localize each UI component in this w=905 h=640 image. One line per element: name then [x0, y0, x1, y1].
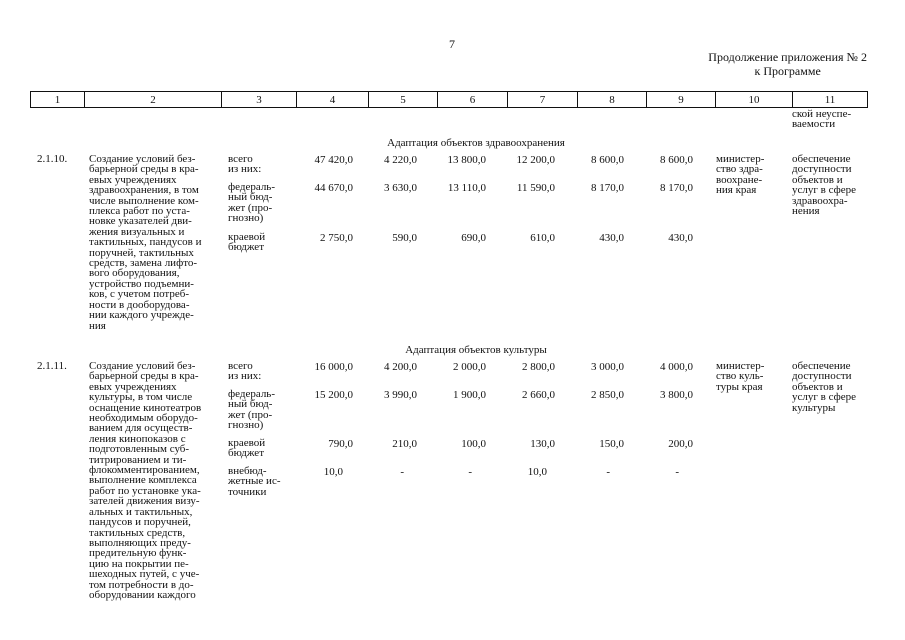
value-cell: 430,0 [668, 232, 693, 244]
column-header: 6 [438, 92, 508, 108]
funding-source: краевой бюджет [228, 231, 266, 254]
value-cell: 1 900,0 [453, 389, 486, 401]
value-cell: 10,0 [527, 466, 547, 478]
value-cell: 590,0 [392, 232, 417, 244]
value-cell: 47 420,0 [314, 154, 353, 166]
column-header-row [30, 91, 868, 108]
value-cell: 4 200,0 [384, 361, 417, 373]
column-header: 8 [578, 92, 647, 108]
value-cell: - [468, 466, 472, 478]
row-description: Создание условий без- барьерной среды в кра- евых учреждениях здравоохранения, в том числе выполнение ком- плекса работ по уста- новке указателей дви- жения визуальных и тактильных, пандусов и поручней, тактильных средств, замена лифто- вого оборудования, устройство подъемни- ков, с учетом потреб- ности в дооборудова- нии каждого учрежде- ния [89, 153, 202, 332]
continuation-line-1: Продолжение приложения № 2 [708, 50, 867, 64]
executor: министер- ство куль- туры края [716, 360, 765, 393]
value-cell: 8 600,0 [591, 154, 624, 166]
value-cell: 12 200,0 [516, 154, 555, 166]
value-cell: 15 200,0 [314, 389, 353, 401]
column-header: 11 [793, 92, 868, 108]
column-header: 5 [369, 92, 438, 108]
funding-source: федераль- ный бюд- жет (про- гнозно) [228, 181, 275, 225]
expected-result: обеспечение доступности объектов и услуг в сфере здравоохра- нения [792, 153, 856, 218]
funding-source: всего из них: [228, 360, 262, 383]
value-cell: 200,0 [668, 438, 693, 450]
value-cell: 130,0 [530, 438, 555, 450]
value-cell: 13 800,0 [447, 154, 486, 166]
value-cell: 790,0 [328, 438, 353, 450]
value-cell: 4 000,0 [660, 361, 693, 373]
value-cell: 8 170,0 [591, 182, 624, 194]
row-code: 2.1.10. [37, 153, 68, 165]
column-header: 4 [297, 92, 369, 108]
continuation-note [708, 50, 867, 78]
funding-source: внебюд- жетные ис- точники [228, 465, 281, 498]
row-description: Создание условий без- барьерной среды в кра- евых учреждениях культуры, в том числе оснащение кинотеатров необходимым оборудо- ванием для осуществ- ления кинопоказов с подготовленным суб- титрированием и ти- флокомментированием, выполнение комплекса работ по установке ука- зателей движения визу- альных и тактильных, пандусов и поручней, тактильных средств, выполняющих преду- предительную функ- цию на покрытии пе- шеходных путей, с уче- том потребности в до- оборудовании каждого [89, 360, 202, 601]
value-cell: 3 630,0 [384, 182, 417, 194]
value-cell: 44 670,0 [314, 182, 353, 194]
value-cell: 610,0 [530, 232, 555, 244]
executor: министер- ство здра- воохране- ния края [716, 153, 765, 197]
value-cell: 3 990,0 [384, 389, 417, 401]
page-number: 7 [449, 37, 455, 51]
column-header: 7 [508, 92, 578, 108]
value-cell: 430,0 [599, 232, 624, 244]
value-cell: 210,0 [392, 438, 417, 450]
value-cell: 11 590,0 [516, 182, 555, 194]
value-cell: - [675, 466, 679, 478]
value-cell: 8 600,0 [660, 154, 693, 166]
row-code: 2.1.11. [37, 360, 67, 372]
value-cell: 16 000,0 [314, 361, 353, 373]
expected-result: обеспечение доступности объектов и услуг в сфере культуры [792, 360, 856, 414]
value-cell: 2 660,0 [522, 389, 555, 401]
continuation-line-2: к Программе [754, 64, 821, 78]
value-cell: 4 220,0 [384, 154, 417, 166]
value-cell: 100,0 [461, 438, 486, 450]
value-cell: 13 110,0 [447, 182, 486, 194]
funding-source: краевой бюджет [228, 437, 266, 460]
value-cell: 3 800,0 [660, 389, 693, 401]
column-header: 2 [85, 92, 222, 108]
value-cell: 3 000,0 [591, 361, 624, 373]
value-cell: 2 000,0 [453, 361, 486, 373]
value-cell: 2 750,0 [320, 232, 353, 244]
value-cell: 690,0 [461, 232, 486, 244]
value-cell: - [606, 466, 610, 478]
column-header: 3 [222, 92, 297, 108]
value-cell: 8 170,0 [660, 182, 693, 194]
value-cell: - [400, 466, 404, 478]
column-header: 9 [647, 92, 716, 108]
column-header: 10 [716, 92, 793, 108]
funding-source: федераль- ный бюд- жет (про- гнозно) [228, 388, 275, 432]
carryover-text: ской неуспе- ваемости [792, 108, 852, 131]
column-header: 1 [31, 92, 85, 108]
funding-source: всего из них: [228, 153, 262, 176]
value-cell: 10,0 [323, 466, 343, 478]
value-cell: 150,0 [599, 438, 624, 450]
value-cell: 2 850,0 [591, 389, 624, 401]
value-cell: 2 800,0 [522, 361, 555, 373]
section-title: Адаптация объектов культуры [405, 344, 547, 356]
section-title: Адаптация объектов здравоохранения [387, 137, 565, 149]
